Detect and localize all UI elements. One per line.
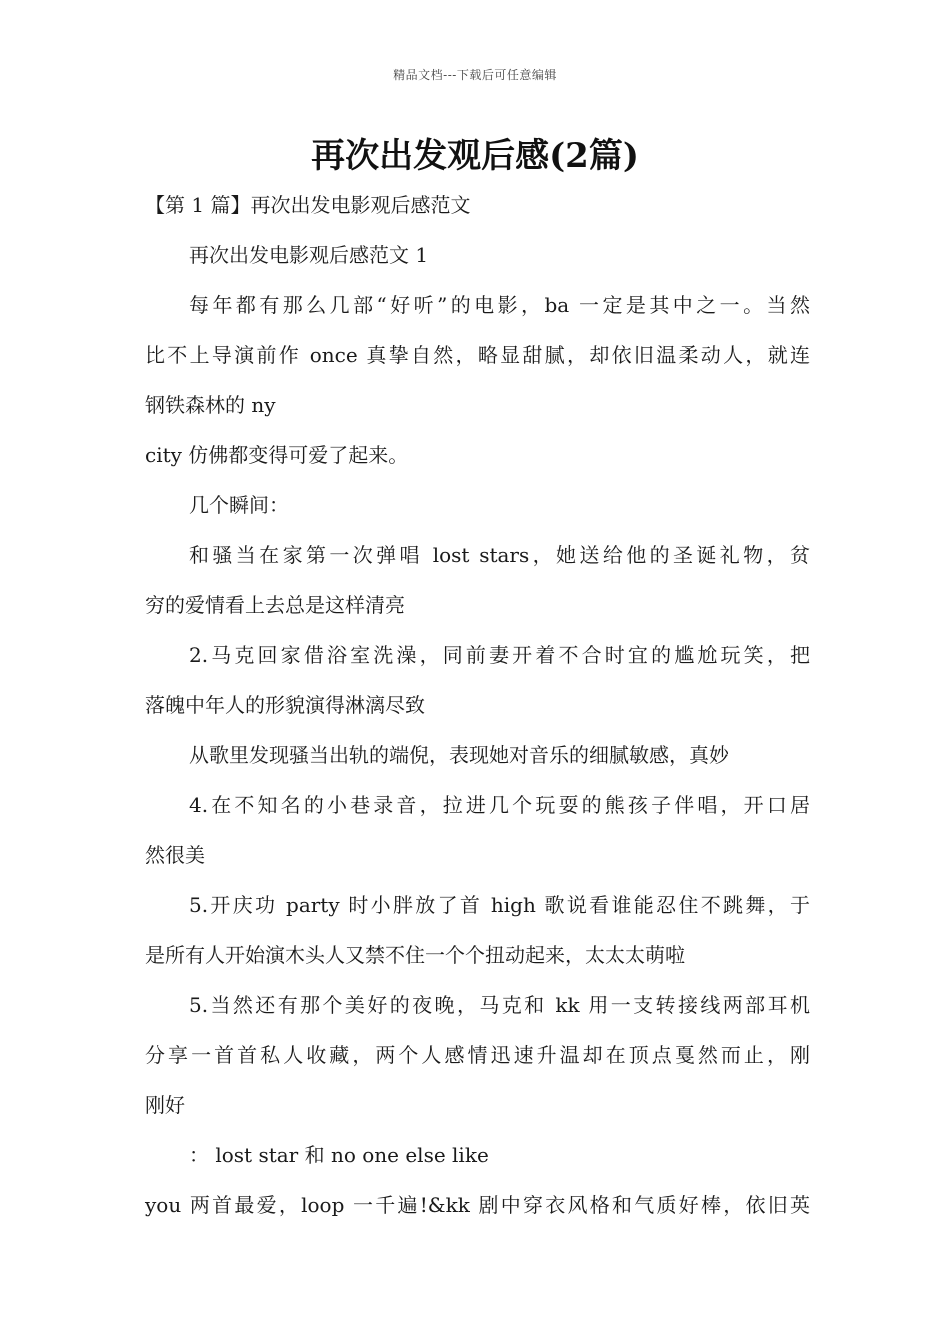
section-heading: 【第 1 篇】再次出发电影观后感范文 xyxy=(145,193,471,217)
paragraph-line: ： lost star 和 no one else like xyxy=(189,1143,489,1167)
paragraph-line: 分享一首首私人收藏，两个人感情迅速升温却在顶点戛然而止，刚 xyxy=(145,1043,810,1067)
header-note: 精品文档---下载后可任意编辑 xyxy=(393,68,557,82)
paragraph-line: 几个瞬间： xyxy=(189,493,289,517)
paragraph-line: 然很美 xyxy=(145,843,205,867)
paragraph-line: 5.开庆功 party 时小胖放了首 high 歌说看谁能忍住不跳舞，于 xyxy=(189,893,810,917)
paragraph-line: 是所有人开始演木头人又禁不住一个个扭动起来，太太太萌啦 xyxy=(145,943,685,967)
paragraph-line: 4.在不知名的小巷录音，拉进几个玩耍的熊孩子伴唱，开口居 xyxy=(189,793,810,817)
document-body xyxy=(145,180,810,1230)
paragraph-line: 钢铁森林的 ny xyxy=(145,393,276,417)
paragraph-line: city 仿佛都变得可爱了起来。 xyxy=(145,443,409,467)
document-title: 再次出发观后感(2篇) xyxy=(311,136,639,176)
paragraph-line: 5.当然还有那个美好的夜晚，马克和 kk 用一支转接线两部耳机 xyxy=(189,993,810,1017)
paragraph-line: 每年都有那么几部“好听”的电影，ba 一定是其中之一。当然 xyxy=(189,293,810,317)
paragraph-line: 2.马克回家借浴室洗澡，同前妻开着不合时宜的尴尬玩笑，把 xyxy=(189,643,810,667)
paragraph-line: 从歌里发现骚当出轨的端倪，表现她对音乐的细腻敏感，真妙 xyxy=(189,743,729,767)
subheading: 再次出发电影观后感范文 1 xyxy=(189,243,429,267)
paragraph-line: 刚好 xyxy=(145,1093,185,1117)
paragraph-line: 落魄中年人的形貌演得淋漓尽致 xyxy=(145,693,425,717)
paragraph-line: 穷的爱情看上去总是这样清亮 xyxy=(145,593,405,617)
paragraph-line: you 两首最爱，loop 一千遍!&kk 剧中穿衣风格和气质好棒，依旧英 xyxy=(145,1193,810,1217)
paragraph-line: 比不上导演前作 once 真挚自然，略显甜腻，却依旧温柔动人，就连 xyxy=(145,343,810,367)
paragraph-line: 和骚当在家第一次弹唱 lost stars，她送给他的圣诞礼物，贫 xyxy=(189,543,810,567)
